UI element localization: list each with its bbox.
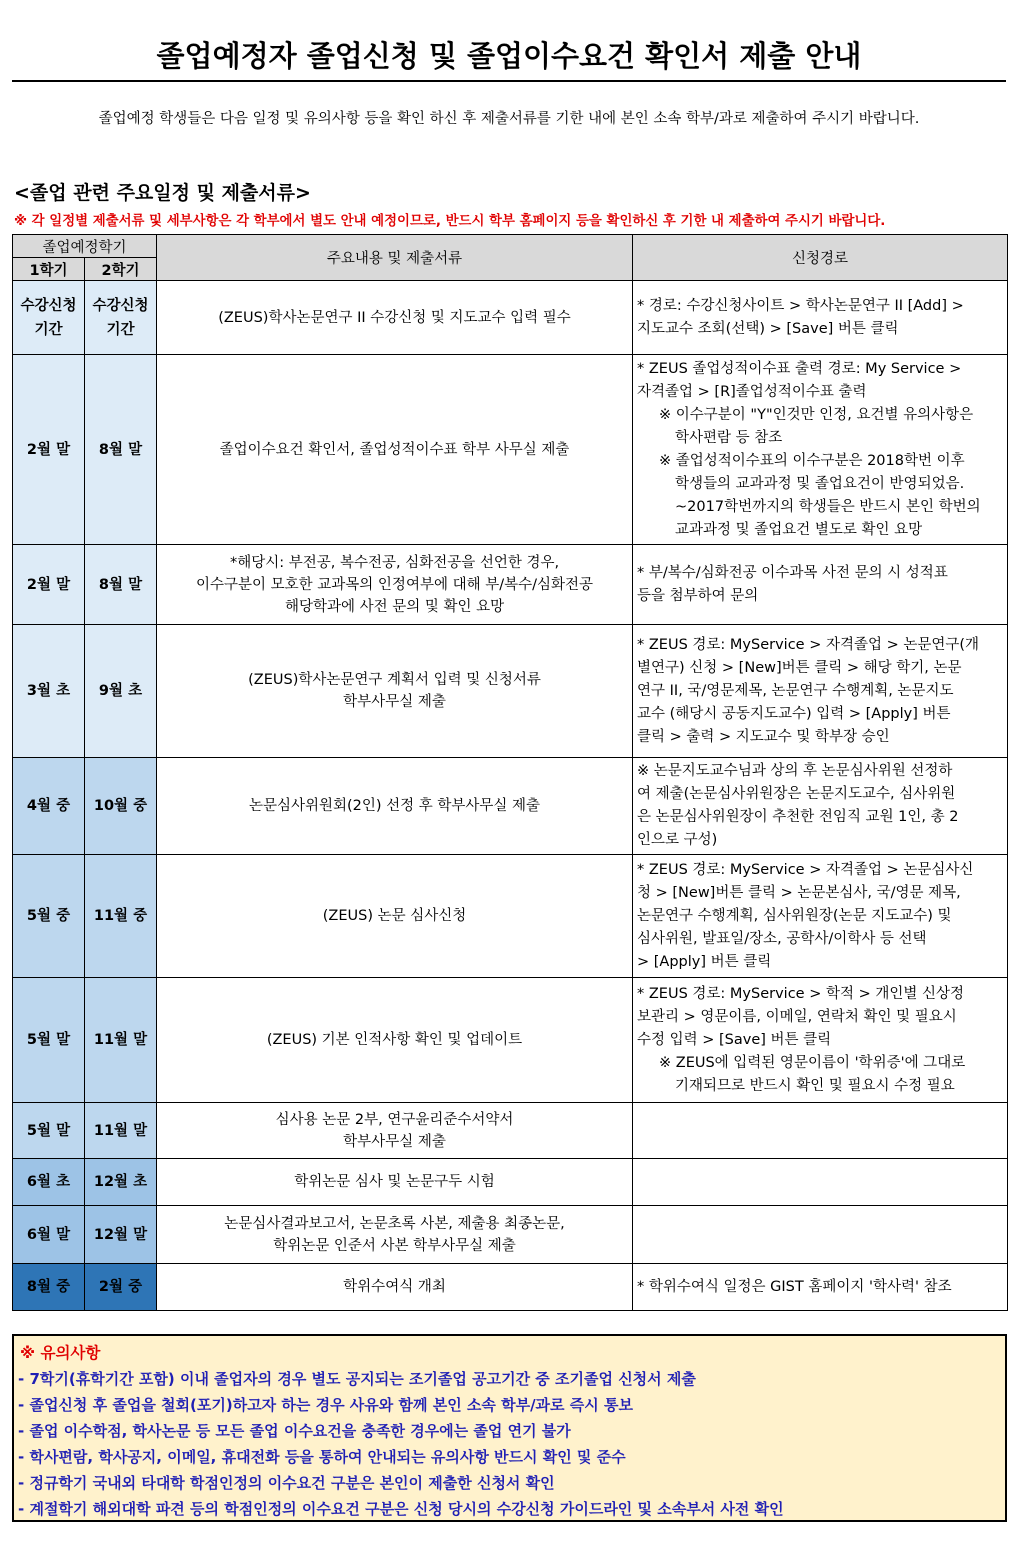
content-line: 학위논문 인준서 사본 학부사무실 제출 <box>273 1237 516 1254</box>
route-line: 학사편람 등 참조 <box>675 429 783 446</box>
cell-text: 3월 초 <box>26 683 71 699</box>
route-line: 여 제출(논문심사위원장은 논문지도교수, 심사위원 <box>637 786 956 802</box>
cell-route <box>633 758 1008 855</box>
route-line: * 학위수여식 일정은 GIST 홈페이지 '학사력' 참조 <box>637 1278 952 1295</box>
route-line: ※ ZEUS에 입력된 영문이름이 '학위증'에 그대로 <box>659 1054 966 1071</box>
cell-sem1 <box>13 1159 85 1206</box>
cell-route <box>633 855 1008 978</box>
cell-sem2 <box>85 855 157 978</box>
table-row <box>13 1103 1008 1159</box>
cell-content <box>157 855 633 978</box>
cell-sem2 <box>85 1206 157 1264</box>
cell-content <box>157 281 633 355</box>
note-item: - 계절학기 해외대학 파견 등의 학점인정의 이수요건 구분은 신청 당시의 수강신청 가이드라인 및 소속부서 사전 확인 <box>18 1500 784 1518</box>
cell-text: 4월 중 <box>26 798 71 814</box>
content-line: 학위논문 심사 및 논문구두 시험 <box>294 1174 495 1190</box>
cell-route <box>633 1103 1008 1159</box>
route-line: 별연구) 신청 > [New]버튼 클릭 > 해당 학기, 논문 <box>637 659 962 676</box>
cell-content <box>157 1264 633 1311</box>
cell-text: 8월 말 <box>98 576 143 593</box>
route-line: 클릭 > 출력 > 지도교수 및 학부장 승인 <box>637 728 890 745</box>
cell-text: 11월 말 <box>93 1122 148 1139</box>
cell-sem2 <box>85 545 157 625</box>
content-line: 학부사무실 제출 <box>343 1133 446 1150</box>
route-line: ~2017학번까지의 학생들은 반드시 본인 학번의 <box>675 498 981 515</box>
content-line: 심사용 논문 2부, 연구윤리준수서약서 <box>275 1111 514 1128</box>
cell-sem1 <box>13 978 85 1103</box>
schedule-table <box>12 234 1008 1311</box>
cell-text: 10월 중 <box>93 798 148 814</box>
route-line: > [Apply] 버튼 클릭 <box>637 953 772 970</box>
content-line: *해당시: 부전공, 복수전공, 심화전공을 선언한 경우, <box>229 554 560 571</box>
cell-sem1 <box>13 855 85 978</box>
cell-text: 수강신청 <box>20 297 77 314</box>
cell-sem1 <box>13 545 85 625</box>
notes-box <box>12 1334 1007 1522</box>
page-title: 졸업예정자 졸업신청 및 졸업이수요건 확인서 제출 안내 <box>156 39 862 73</box>
cell-sem2 <box>85 978 157 1103</box>
route-line: * 경로: 수강신청사이트 > 학사논문연구 II [Add] > <box>637 297 964 314</box>
note-item: - 졸업 이수학점, 학사논문 등 모든 졸업 이수요건을 충족한 경우에는 졸업 연기 불가 <box>18 1422 571 1440</box>
content-line: 학위수여식 개최 <box>343 1279 446 1295</box>
intro-text: 졸업예정 학생들은 다음 일정 및 유의사항 등을 확인 하신 후 제출서류를 기한 내에 본인 소속 학부/과로 제출하여 주시기 바랍니다. <box>98 111 920 127</box>
route-line: 등을 첨부하여 문의 <box>637 587 759 604</box>
cell-route <box>633 1206 1008 1264</box>
header-route: 신청경로 <box>633 235 1008 281</box>
table-row <box>13 978 1008 1103</box>
cell-text: 8월 말 <box>98 441 143 458</box>
cell-sem1 <box>13 758 85 855</box>
cell-text: 기간 <box>106 321 135 338</box>
route-line: 지도교수 조회(선택) > [Save] 버튼 클릭 <box>637 320 899 337</box>
route-line: 청 > [New]버튼 클릭 > 논문본심사, 국/영문 제목, <box>637 884 961 901</box>
cell-text: 6월 말 <box>26 1226 71 1243</box>
route-line: 연구 II, 국/영문제목, 논문연구 수행계획, 논문지도 <box>637 682 954 699</box>
cell-text: 2월 중 <box>98 1279 143 1295</box>
cell-text: 2월 말 <box>26 441 71 458</box>
cell-sem1 <box>13 625 85 758</box>
route-line: ※ 이수구분이 "Y"인것만 인정, 요건별 유의사항은 <box>659 406 974 423</box>
content-line: (ZEUS) 논문 심사신청 <box>322 908 467 924</box>
section-title: <졸업 관련 주요일정 및 제출서류> <box>14 182 311 204</box>
cell-text: 수강신청 <box>92 297 149 314</box>
cell-text: 5월 중 <box>26 908 71 924</box>
note-item: - 학사편람, 학사공지, 이메일, 휴대전화 등을 통하여 안내되는 유의사항 반드시 확인 및 준수 <box>18 1448 626 1466</box>
cell-text: 11월 중 <box>93 908 148 924</box>
cell-text: 5월 말 <box>26 1032 71 1048</box>
cell-sem1 <box>13 355 85 545</box>
cell-sem2 <box>85 1264 157 1311</box>
route-line: 은 논문심사위원장이 추천한 전임직 교원 1인, 총 2 <box>637 809 959 825</box>
route-line: * ZEUS 졸업성적이수표 출력 경로: My Service > <box>637 360 962 377</box>
content-line: 논문심사결과보고서, 논문초록 사본, 제출용 최종논문, <box>224 1215 565 1232</box>
route-line: 교수 (해당시 공동지도교수) 입력 > [Apply] 버튼 <box>637 705 951 722</box>
cell-sem1 <box>13 1206 85 1264</box>
cell-sem2 <box>85 281 157 355</box>
note-item: - 졸업신청 후 졸업을 철회(포기)하고자 하는 경우 사유와 함께 본인 소속 학부/과로 즉시 통보 <box>18 1396 633 1414</box>
cell-content <box>157 1206 633 1264</box>
cell-text: 5월 말 <box>26 1122 71 1139</box>
header-semester-group: 졸업예정학기 <box>13 235 157 258</box>
route-line: * ZEUS 경로: MyService > 자격졸업 > 논문심사신 <box>637 861 974 878</box>
header-content: 주요내용 및 제출서류 <box>157 235 633 281</box>
cell-content <box>157 545 633 625</box>
cell-sem1 <box>13 1103 85 1159</box>
cell-text: 12월 말 <box>93 1226 148 1243</box>
cell-sem1 <box>13 281 85 355</box>
note-item: - 정규학기 국내외 타대학 학점인정의 이수요건 구분은 본인이 제출한 신청서 확인 <box>18 1474 555 1492</box>
cell-text: 8월 중 <box>26 1279 71 1295</box>
content-line: 학부사무실 제출 <box>343 694 446 710</box>
table-row <box>13 1206 1008 1264</box>
cell-sem2 <box>85 355 157 545</box>
warning-text: ※ 각 일정별 제출서류 및 세부사항은 각 학부에서 별도 안내 예정이므로, 반드시 학부 홈페이지 등을 확인하신 후 기한 내 제출하여 주시기 바랍니다. <box>14 214 886 229</box>
route-line: 교과과정 및 졸업요건 별도로 확인 요망 <box>675 521 923 538</box>
table-row <box>13 545 1008 625</box>
content-line: (ZEUS)학사논문연구 계획서 입력 및 신청서류 <box>248 672 541 688</box>
route-line: 인으로 구성) <box>637 832 718 848</box>
cell-sem2 <box>85 1159 157 1206</box>
table-row <box>13 758 1008 855</box>
content-line: 졸업이수요건 확인서, 졸업성적이수표 학부 사무실 제출 <box>219 441 570 458</box>
cell-route <box>633 625 1008 758</box>
cell-route <box>633 355 1008 545</box>
cell-text: 6월 초 <box>26 1174 71 1190</box>
route-line: * 부/복수/심화전공 이수과목 사전 문의 시 성적표 <box>637 564 948 581</box>
content-line: 논문심사위원회(2인) 선정 후 학부사무실 제출 <box>248 798 541 814</box>
table-row <box>13 1159 1008 1206</box>
cell-text: 9월 초 <box>98 683 143 699</box>
route-line: 논문연구 수행계획, 심사위원장(논문 지도교수) 및 <box>637 907 952 924</box>
content-line: 해당학과에 사전 문의 및 확인 요망 <box>284 598 505 615</box>
cell-sem2 <box>85 625 157 758</box>
route-line: ※ 졸업성적이수표의 이수구분은 2018학번 이후 <box>659 452 965 469</box>
table-row <box>13 281 1008 355</box>
notes-title: ※ 유의사항 <box>20 1344 101 1362</box>
cell-content <box>157 1159 633 1206</box>
content-line: 이수구분이 모호한 교과목의 인정여부에 대해 부/복수/심화전공 <box>196 576 594 593</box>
table-row <box>13 855 1008 978</box>
cell-content <box>157 625 633 758</box>
route-line: ※ 논문지도교수님과 상의 후 논문심사위원 선정하 <box>637 763 953 779</box>
route-line: 기재되므로 반드시 확인 및 필요시 수정 필요 <box>675 1077 955 1094</box>
route-line: 학생들의 교과과정 및 졸업요건이 반영되었음. <box>675 475 965 492</box>
cell-sem2 <box>85 1103 157 1159</box>
cell-route <box>633 1159 1008 1206</box>
header-sem2: 2학기 <box>85 258 157 281</box>
cell-text: 11월 말 <box>93 1032 148 1048</box>
cell-text: 기간 <box>34 321 63 338</box>
title-divider <box>12 80 1006 82</box>
cell-sem1 <box>13 1264 85 1311</box>
table-row <box>13 1264 1008 1311</box>
cell-route <box>633 545 1008 625</box>
cell-content <box>157 1103 633 1159</box>
cell-content <box>157 758 633 855</box>
table-row <box>13 355 1008 545</box>
table-row <box>13 625 1008 758</box>
cell-sem2 <box>85 758 157 855</box>
route-line: * ZEUS 경로: MyService > 학적 > 개인별 신상정 <box>637 985 964 1002</box>
notes-list <box>18 1366 784 1522</box>
route-line: * ZEUS 경로: MyService > 자격졸업 > 논문연구(개 <box>637 636 980 653</box>
cell-route <box>633 281 1008 355</box>
cell-route <box>633 1264 1008 1311</box>
cell-route <box>633 978 1008 1103</box>
cell-text: 12월 초 <box>93 1174 148 1190</box>
route-line: 심사위원, 발표일/장소, 공학사/이학사 등 선택 <box>637 930 927 947</box>
content-line: (ZEUS)학사논문연구 II 수강신청 및 지도교수 입력 필수 <box>218 309 571 326</box>
cell-content <box>157 355 633 545</box>
note-item: - 7학기(휴학기간 포함) 이내 졸업자의 경우 별도 공지되는 조기졸업 공고기간 중 조기졸업 신청서 제출 <box>18 1370 696 1388</box>
route-line: 수정 입력 > [Save] 버튼 클릭 <box>637 1031 832 1048</box>
content-line: (ZEUS) 기본 인적사항 확인 및 업데이트 <box>266 1032 523 1048</box>
cell-content <box>157 978 633 1103</box>
cell-text: 2월 말 <box>26 576 71 593</box>
route-line: 자격졸업 > [R]졸업성적이수표 출력 <box>637 383 867 400</box>
header-sem1: 1학기 <box>13 258 85 281</box>
route-line: 보관리 > 영문이름, 이메일, 연락처 확인 및 필요시 <box>637 1008 957 1025</box>
